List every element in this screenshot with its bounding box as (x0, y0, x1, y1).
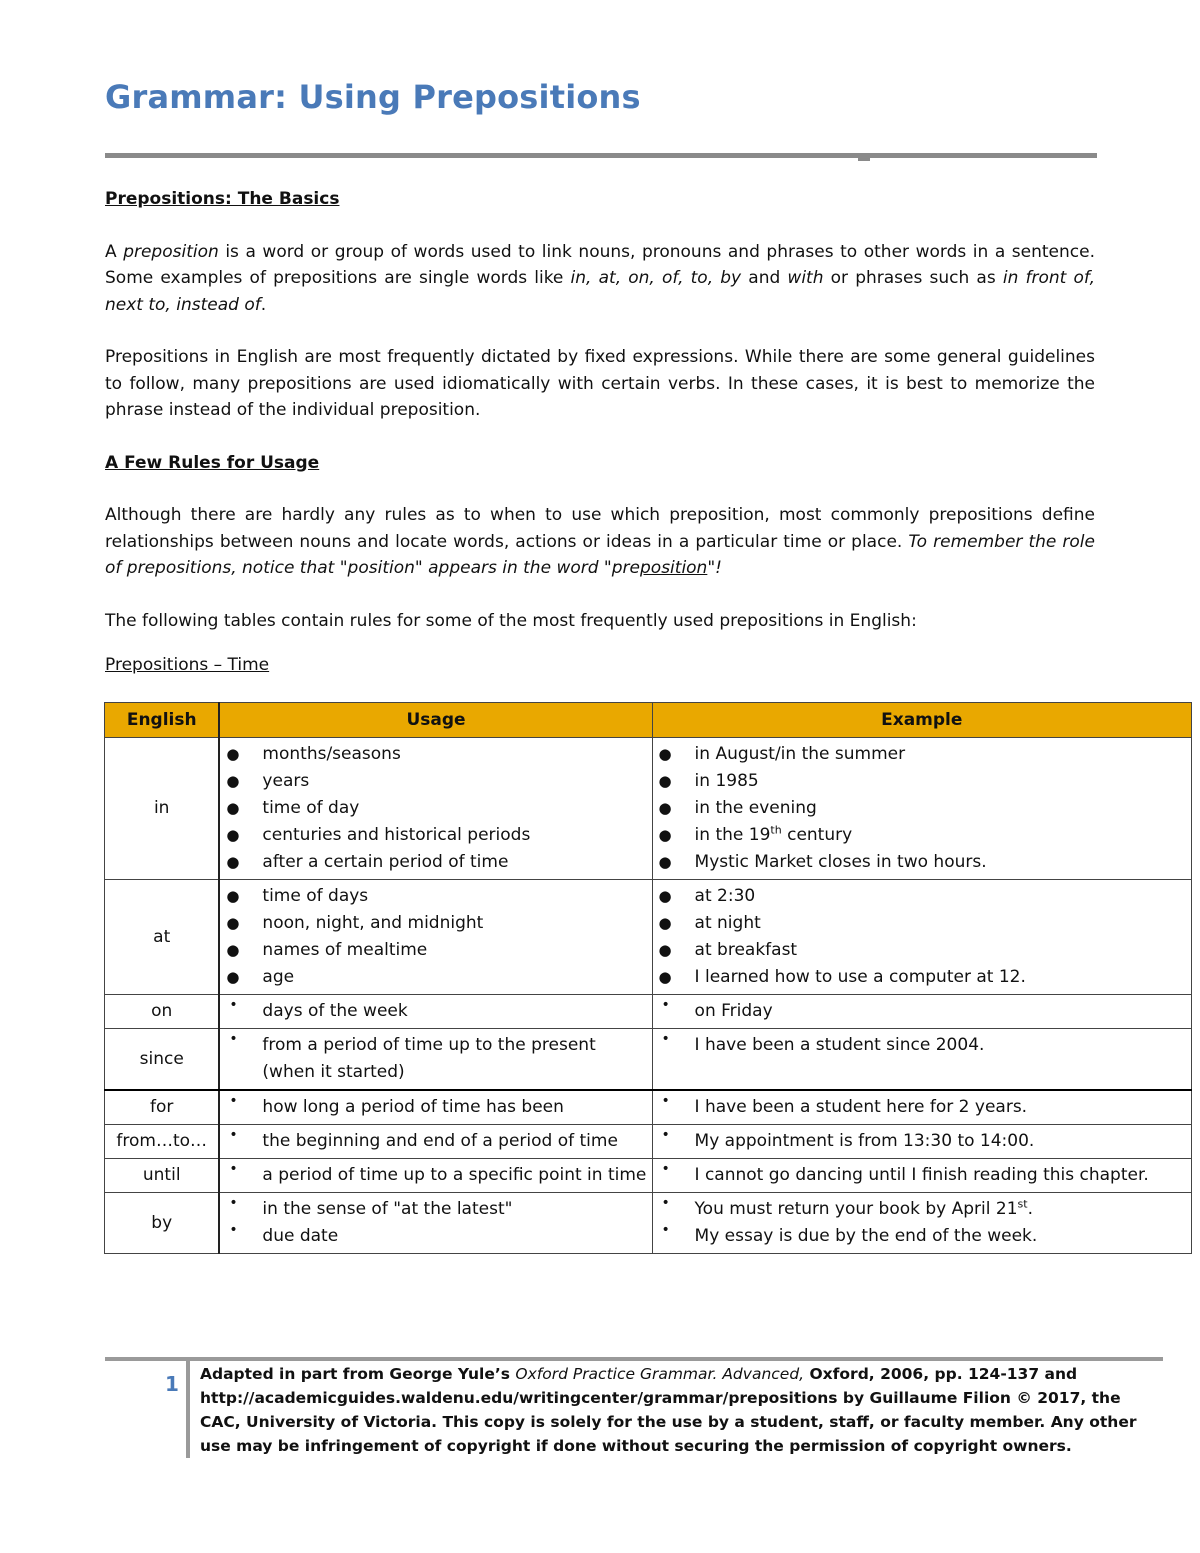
preposition-cell: on (105, 995, 220, 1029)
table-row (105, 880, 1192, 995)
list-item: • a period of time up to a specific point in time (224, 1162, 647, 1189)
rules-paragraph-2: The following tables contain rules for some of the most frequently used prepositions in English: (105, 610, 917, 631)
footer-vertical-divider (186, 1361, 190, 1458)
example-cell (652, 738, 1191, 880)
list-item: ● in the 19th century (657, 822, 1187, 849)
example-cell (652, 880, 1191, 995)
page-title: Grammar: Using Prepositions (105, 78, 641, 116)
preposition-cell: from…to… (105, 1125, 220, 1159)
preposition-cell: in (105, 738, 220, 880)
rules-paragraph-1: Although there are hardly any rules as to when to use which preposition, most commonly prepositions define relationships between nouns and locate words, actions or ideas in a particular time or place. To remember the role of prepositions, notice that "position" appears in the word "preposition"! (105, 505, 1095, 578)
list-item: ● at 2:30 (657, 883, 1187, 910)
list-item: • how long a period of time has been (224, 1094, 647, 1121)
example-cell (652, 995, 1191, 1029)
list-item: • days of the week (224, 998, 647, 1025)
time-table-caption: Prepositions – Time (105, 655, 270, 675)
usage-cell (219, 995, 652, 1029)
time-prepositions-table (104, 702, 1192, 1254)
list-item: • I cannot go dancing until I finish reading this chapter. (657, 1162, 1187, 1189)
header-usage: Usage (219, 703, 652, 738)
list-item: ● centuries and historical periods (224, 822, 647, 849)
list-item: • My essay is due by the end of the week. (657, 1223, 1187, 1250)
usage-cell (219, 1125, 652, 1159)
footer-attribution: Adapted in part from George Yule’s Oxford Practice Grammar. Advanced, Oxford, 2006, pp. 124-137 and http://academicguides.waldenu.edu/writingcenter/grammar/prepositions by Guillaume Filion © 2017, the CAC, University of Victoria. This copy is solely for the use by a student, staff, or faculty member. Any other use may be infringement of copyright if done without securing the permission of copyright owners. (200, 1365, 1137, 1455)
example-cell (652, 1125, 1191, 1159)
preposition-cell: since (105, 1029, 220, 1091)
list-item: ● in the evening (657, 795, 1187, 822)
list-item: ● names of mealtime (224, 937, 647, 964)
table-row (105, 1090, 1192, 1125)
list-item: • due date (224, 1223, 647, 1250)
list-item: ● I learned how to use a computer at 12. (657, 964, 1187, 991)
basics-paragraph-1: A preposition is a word or group of words used to link nouns, pronouns and phrases to other words in a sentence. Some examples of prepositions are single words like in, at, on, of, to, by and with or phrases such as in front of, next to, instead of. (105, 241, 1095, 315)
example-cell (652, 1029, 1191, 1091)
preposition-cell: by (105, 1193, 220, 1254)
list-item: • You must return your book by April 21st. (657, 1196, 1187, 1223)
list-item: ● Mystic Market closes in two hours. (657, 849, 1187, 876)
list-item: ● in 1985 (657, 768, 1187, 795)
list-item: ● in August/in the summer (657, 741, 1187, 768)
table-row (105, 1029, 1192, 1091)
list-item: • I have been a student since 2004. (657, 1032, 1187, 1059)
title-divider-tick (858, 158, 870, 161)
page-number: 1 (165, 1372, 179, 1396)
table-row (105, 995, 1192, 1029)
list-item: • My appointment is from 13:30 to 14:00. (657, 1128, 1187, 1155)
usage-cell (219, 1193, 652, 1254)
list-item: ● noon, night, and midnight (224, 910, 647, 937)
list-item: • on Friday (657, 998, 1187, 1025)
list-item: • the beginning and end of a period of time (224, 1128, 647, 1155)
list-item: ● at breakfast (657, 937, 1187, 964)
footer-divider (105, 1357, 1163, 1361)
list-item: ● time of day (224, 795, 647, 822)
rules-heading: A Few Rules for Usage (105, 452, 320, 473)
usage-cell (219, 1159, 652, 1193)
table-row (105, 1193, 1192, 1254)
preposition-cell: at (105, 880, 220, 995)
list-item: ● after a certain period of time (224, 849, 647, 876)
list-item: • I have been a student here for 2 years. (657, 1094, 1187, 1121)
list-item: • from a period of time up to the present (when it started) (224, 1032, 647, 1086)
table-row (105, 1125, 1192, 1159)
usage-cell (219, 880, 652, 995)
table-row (105, 738, 1192, 880)
basics-paragraph-2: Prepositions in English are most frequently dictated by fixed expressions. While there are some general guidelines to follow, many prepositions are used idiomatically with certain verbs. In these cases, it is best to memorize the phrase instead of the individual preposition. (105, 347, 1095, 420)
list-item: ● years (224, 768, 647, 795)
example-cell (652, 1193, 1191, 1254)
usage-cell (219, 1029, 652, 1091)
list-item: ● age (224, 964, 647, 991)
table-header-row (105, 703, 1192, 738)
header-example: Example (652, 703, 1191, 738)
example-cell (652, 1159, 1191, 1193)
title-divider (105, 153, 1097, 158)
preposition-cell: until (105, 1159, 220, 1193)
list-item: ● months/seasons (224, 741, 647, 768)
header-english: English (105, 703, 220, 738)
list-item: ● at night (657, 910, 1187, 937)
usage-cell (219, 1090, 652, 1125)
example-cell (652, 1090, 1191, 1125)
main-content (105, 186, 1095, 679)
list-item: ● time of days (224, 883, 647, 910)
usage-cell (219, 738, 652, 880)
preposition-cell: for (105, 1090, 220, 1125)
list-item: • in the sense of "at the latest" (224, 1196, 647, 1223)
basics-heading: Prepositions: The Basics (105, 189, 340, 209)
table-row (105, 1159, 1192, 1193)
